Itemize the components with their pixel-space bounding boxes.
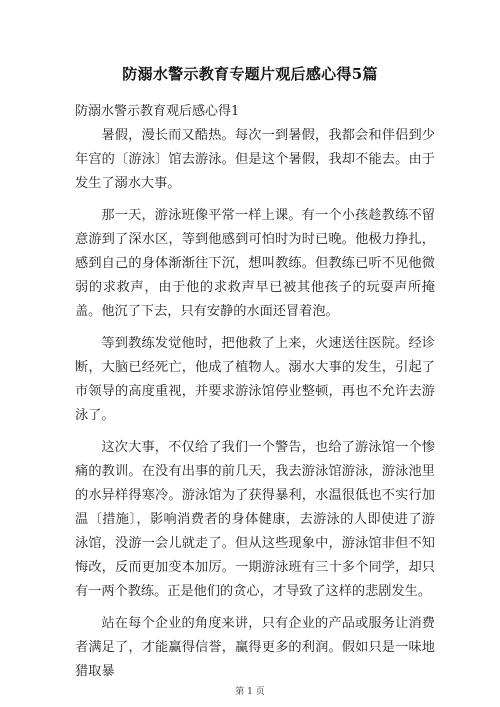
paragraph: 暑假，漫长而又酷热。每次一到暑假，我都会和伴侣到少年宫的〔游泳〕馆去游泳。但是这个暑假，我却不能去。由于发生了溺水大事。	[75, 128, 435, 191]
paragraph: 等到教练发觉他时，把他救了上来，火速送往医院。经诊断，大脑已经死亡，他成了植物人。溺水大事的发生，引起了市领导的高度重视，并要求游泳馆停业整顿，再也不允许去游泳了。	[75, 336, 435, 423]
document-title: 防溺水警示教育专题片观后感心得5篇	[122, 65, 378, 83]
page-number: 第 1 页	[235, 687, 265, 697]
paragraph: 站在每个企业的角度来讲，只有企业的产品或服务让消费者满足了，才能赢得信誉，赢得更多的利润。假如只是一味地猎取暴	[75, 616, 435, 679]
paragraph: 那一天，游泳班像平常一样上课。有一个小孩趁教练不留意游到了深水区，等到他感到可怕时为时已晚。他极力挣扎，感到自己的身体渐渐往下沉，想叫教练。但教练已听不见他微弱的求救声，由于他的求救声早已被其他孩子的玩耍声所掩盖。他沉了下去，只有安静的水面还冒着泡。	[75, 208, 435, 319]
document-body	[75, 124, 435, 692]
paragraph: 这次大事，不仅给了我们一个警告，也给了游泳馆一个惨痛的教训。在没有出事的前几天，我去游泳馆游泳，游泳池里的水异样得寒冷。游泳馆为了获得暴利，水温很低也不实行加温〔措施〕，影响消费者的身体健康，去游泳的人即使进了游泳馆，没游一会儿就走了。但从这些现象中，游泳馆非但不知悔改，反而更加变本加厉。一期游泳班有三十多个同学，却只有一两个教练。正是他们的贪心，才导致了这样的悲剧发生。	[75, 440, 435, 599]
section-subtitle: 防溺水警示教育观后感心得1	[75, 104, 240, 119]
